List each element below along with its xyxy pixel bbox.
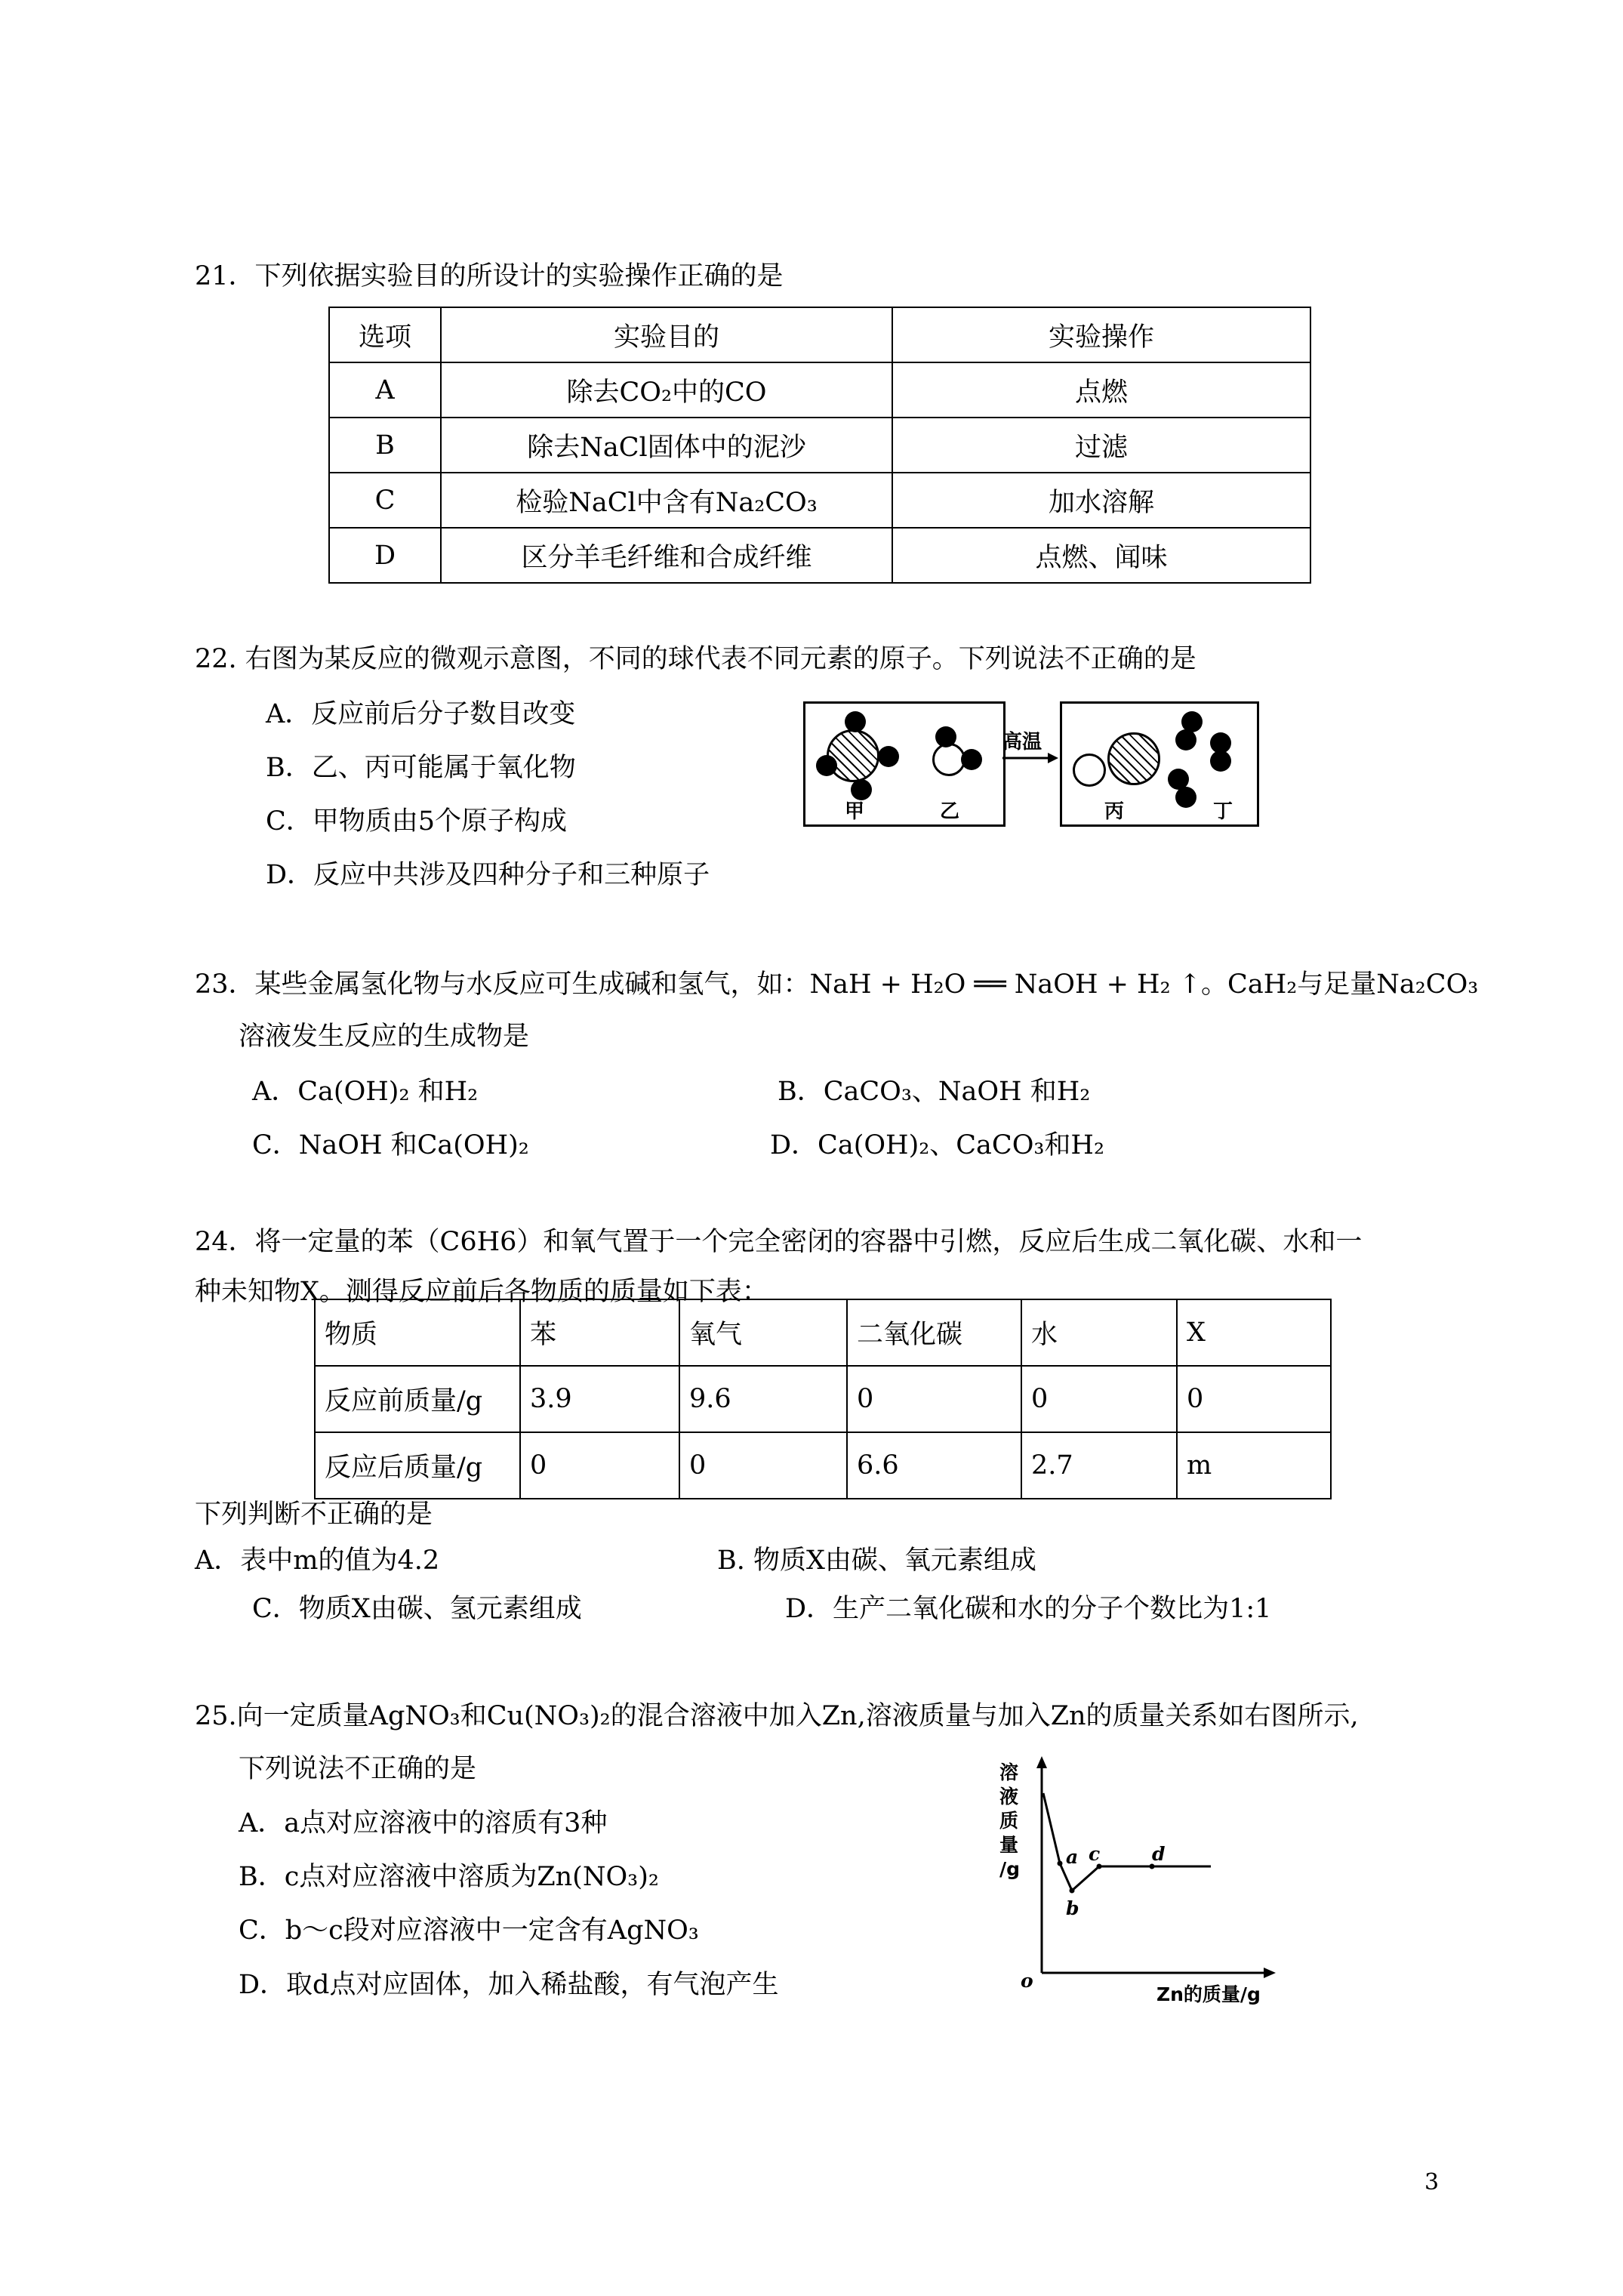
table-cell: 区分羊毛纤维和合成纤维 bbox=[441, 528, 892, 583]
black-atom bbox=[1175, 729, 1196, 750]
q25-option-d: D．取d点对应固体，加入稀盐酸，有气泡产生 bbox=[239, 1970, 779, 2000]
table-cell: 二氧化碳 bbox=[847, 1299, 1021, 1366]
black-atom bbox=[935, 726, 956, 747]
table-cell: 6.6 bbox=[847, 1432, 1021, 1499]
table-cell: D bbox=[329, 528, 441, 583]
point-d-label: d bbox=[1152, 1843, 1166, 1865]
point-c-label: c bbox=[1089, 1843, 1101, 1865]
table-cell: 物质 bbox=[315, 1299, 520, 1366]
q25-stem-line1: 25.向一定质量AgNO₃和Cu(NO₃)₂的混合溶液中加入Zn,溶液质量与加入Zn的质量关系如右图所示, bbox=[195, 1701, 1359, 1731]
black-atom bbox=[961, 749, 982, 770]
table-cell: 苯 bbox=[520, 1299, 679, 1366]
products-box bbox=[1060, 701, 1259, 827]
table-cell: 除去NaCl固体中的泥沙 bbox=[441, 418, 892, 473]
q25-option-a: A．a点对应溶液中的溶质有3种 bbox=[239, 1808, 608, 1838]
q23-option-a: A．Ca(OH)₂ 和H₂ bbox=[252, 1077, 479, 1107]
table-row bbox=[315, 1299, 1331, 1366]
y-label-line: /g bbox=[999, 1858, 1021, 1880]
q23-option-d: D．Ca(OH)₂、CaCO₃和H₂ bbox=[770, 1130, 1104, 1160]
white-atom bbox=[1073, 754, 1106, 787]
q23-stem-line2: 溶液发生反应的生成物是 bbox=[239, 1022, 530, 1052]
hatched-atom bbox=[827, 729, 879, 782]
q22-option-d: D．反应中共涉及四种分子和三种原子 bbox=[266, 860, 710, 890]
table-row bbox=[315, 1366, 1331, 1432]
q22-option-b: B．乙、丙可能属于氧化物 bbox=[266, 753, 576, 783]
q24-option-c: C．物质X由碳、氢元素组成 bbox=[252, 1594, 582, 1624]
table-row bbox=[329, 307, 1310, 362]
point-a-marker bbox=[1058, 1861, 1063, 1866]
black-atom bbox=[1210, 750, 1231, 772]
table-cell: 0 bbox=[520, 1432, 679, 1499]
x-axis-arrow-icon bbox=[1264, 1968, 1276, 1978]
black-atom bbox=[845, 711, 866, 732]
q25-option-c: C．b～c段对应溶液中一定含有AgNO₃ bbox=[239, 1915, 699, 1946]
x-axis-label: Zn的质量/g bbox=[1156, 1983, 1261, 2005]
q24-option-b: B. 物质X由碳、氧元素组成 bbox=[717, 1546, 1036, 1576]
table-cell: 0 bbox=[847, 1366, 1021, 1432]
table-cell: 加水溶解 bbox=[892, 473, 1310, 528]
y-label-line: 溶 bbox=[999, 1761, 1019, 1783]
table-cell: 点燃 bbox=[892, 362, 1310, 418]
point-b-label: b bbox=[1066, 1897, 1079, 1919]
q23-option-b: B．CaCO₃、NaOH 和H₂ bbox=[778, 1077, 1091, 1107]
point-b-marker bbox=[1070, 1888, 1075, 1894]
q22-option-c: C．甲物质由5个原子构成 bbox=[266, 806, 568, 837]
q22-option-a: A．反应前后分子数目改变 bbox=[266, 699, 576, 729]
q24-stem-line1: 24．将一定量的苯（C6H6）和氧气置于一个完全密闭的容器中引燃，反应后生成二氧化碳、水和一 bbox=[195, 1227, 1363, 1257]
table-cell: 过滤 bbox=[892, 418, 1310, 473]
table-cell: 反应后质量/g bbox=[315, 1432, 520, 1499]
table-row bbox=[329, 418, 1310, 473]
mass-curve bbox=[1043, 1793, 1211, 1891]
table-row bbox=[315, 1432, 1331, 1499]
table-cell: 点燃、闻味 bbox=[892, 528, 1310, 583]
table-cell: 3.9 bbox=[520, 1366, 679, 1432]
origin-label: o bbox=[1021, 1970, 1033, 1992]
mass-graph bbox=[981, 1744, 1298, 2008]
reactants-box bbox=[803, 701, 1006, 827]
label-bing: 丙 bbox=[1104, 800, 1125, 823]
black-atom bbox=[816, 755, 837, 776]
hatched-atom bbox=[1107, 732, 1160, 785]
q25-option-b: B．c点对应溶液中溶质为Zn(NO₃)₂ bbox=[239, 1862, 659, 1892]
table-cell: X bbox=[1177, 1299, 1331, 1366]
black-atom bbox=[1175, 787, 1196, 808]
table-row bbox=[329, 528, 1310, 583]
table-cell: 9.6 bbox=[679, 1366, 847, 1432]
q21-stem: 21．下列依据实验目的所设计的实验操作正确的是 bbox=[195, 261, 784, 291]
q24-stem-line2: 种未知物X。测得反应前后各物质的质量如下表： bbox=[195, 1277, 768, 1307]
q21-table bbox=[328, 307, 1311, 584]
black-atom bbox=[878, 746, 899, 767]
table-cell: 反应前质量/g bbox=[315, 1366, 520, 1432]
q24-option-a: A．表中m的值为4.2 bbox=[195, 1546, 440, 1576]
table-row bbox=[329, 473, 1310, 528]
label-yi: 乙 bbox=[940, 800, 960, 823]
table-cell: 0 bbox=[1021, 1366, 1177, 1432]
table-cell: C bbox=[329, 473, 441, 528]
q22-stem: 22. 右图为某反应的微观示意图，不同的球代表不同元素的原子。下列说法不正确的是 bbox=[195, 644, 1196, 674]
y-label-line: 量 bbox=[999, 1834, 1019, 1856]
page-number: 3 bbox=[1424, 2169, 1440, 2196]
table-cell: B bbox=[329, 418, 441, 473]
q23-option-c: C．NaOH 和Ca(OH)₂ bbox=[252, 1130, 529, 1160]
table-header: 实验目的 bbox=[441, 307, 892, 362]
q23-stem-line1: 23．某些金属氢化物与水反应可生成碱和氢气，如：NaH + H₂O ══ NaOH + H₂ ↑。CaH₂与足量Na₂CO₃ bbox=[195, 969, 1479, 1000]
table-cell: 除去CO₂中的CO bbox=[441, 362, 892, 418]
y-label-line: 液 bbox=[999, 1786, 1019, 1808]
q24-option-d: D．生产二氧化碳和水的分子个数比为1:1 bbox=[785, 1594, 1272, 1624]
table-cell: 检验NaCl中含有Na₂CO₃ bbox=[441, 473, 892, 528]
table-cell: 氧气 bbox=[679, 1299, 847, 1366]
label-jia: 甲 bbox=[845, 800, 865, 823]
label-ding: 丁 bbox=[1213, 800, 1233, 823]
arrow-label: 高温 bbox=[1002, 731, 1042, 754]
table-cell: 2.7 bbox=[1021, 1432, 1177, 1499]
table-row bbox=[329, 362, 1310, 418]
reaction-arrow-icon bbox=[1001, 750, 1060, 766]
table-cell: m bbox=[1177, 1432, 1331, 1499]
table-cell: A bbox=[329, 362, 441, 418]
y-label-line: 质 bbox=[999, 1810, 1019, 1832]
table-header: 选项 bbox=[329, 307, 441, 362]
table-cell: 0 bbox=[1177, 1366, 1331, 1432]
table-header: 实验操作 bbox=[892, 307, 1310, 362]
table-cell: 0 bbox=[679, 1432, 847, 1499]
q25-stem-line2: 下列说法不正确的是 bbox=[239, 1754, 477, 1784]
q24-table bbox=[314, 1299, 1332, 1499]
y-axis-arrow-icon bbox=[1036, 1756, 1047, 1768]
q24-prompt: 下列判断不正确的是 bbox=[195, 1499, 433, 1530]
point-a-label: a bbox=[1066, 1846, 1079, 1868]
table-cell: 水 bbox=[1021, 1299, 1177, 1366]
